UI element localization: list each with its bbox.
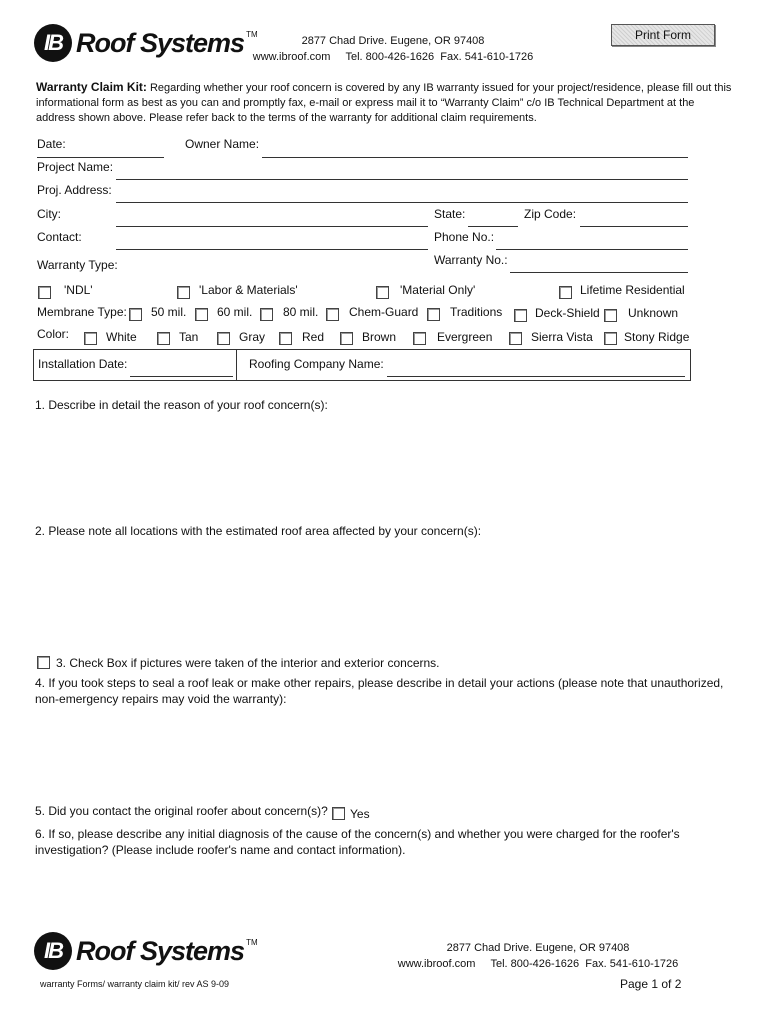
warranty-no-field[interactable] (510, 272, 688, 273)
zip-field[interactable] (580, 226, 688, 227)
page-number: Page 1 of 2 (620, 977, 682, 991)
logo-text: Roof Systems (76, 27, 245, 58)
print-form-button[interactable]: Print Form (611, 24, 715, 46)
form-reference: warranty Forms/ warranty claim kit/ rev AS 9-09 (40, 979, 230, 989)
roofing-company-label: Roofing Company Name: (249, 357, 384, 371)
question-3: 3. Check Box if pictures were taken of the interior and exterior concerns. (56, 656, 440, 670)
color-stony-ridge-label: Stony Ridge (624, 330, 690, 344)
city-field[interactable] (116, 226, 428, 227)
color-evergreen-label: Evergreen (437, 330, 493, 344)
chem-guard-label: Chem-Guard (349, 305, 419, 319)
footer-logo-text: Roof Systems (76, 935, 245, 966)
warranty-type-label: Warranty Type: (37, 258, 118, 272)
color-stony-ridge-checkbox[interactable] (604, 332, 617, 345)
intro-paragraph (36, 80, 736, 126)
project-name-field[interactable] (116, 179, 688, 180)
ndl-checkbox[interactable] (38, 286, 51, 299)
intro-text: Regarding whether your roof concern is covered by any IB warranty issued for your project/residence, please fill out this informational form as best as you can and promptly fax, e-mail or express mail it to “Warranty Claim” c/o IB Technical Department at the address shown above. Please refer back to the terms of the warranty for additional claim requirements. (36, 82, 732, 124)
date-label: Date: (37, 137, 66, 151)
membrane-80-checkbox[interactable] (260, 308, 273, 321)
color-white-checkbox[interactable] (84, 332, 97, 345)
owner-name-label: Owner Name: (185, 137, 260, 151)
unknown-label: Unknown (628, 306, 679, 320)
header-logo (34, 24, 258, 62)
question-6: 6. If so, please describe any initial diagnosis of the cause of the concern(s) and whether you were charged for the roofer's investigation? (Please include roofer's name and contact information). (35, 827, 680, 857)
pictures-taken-checkbox[interactable] (37, 656, 50, 669)
membrane-60-label: 60 mil. (217, 305, 253, 319)
contact-label: Contact: (37, 230, 82, 244)
footer-logo-mark: IB (34, 932, 72, 970)
proj-address-label: Proj. Address: (37, 183, 112, 197)
membrane-60-checkbox[interactable] (195, 308, 208, 321)
chem-guard-checkbox[interactable] (326, 308, 339, 321)
contacted-roofer-yes-checkbox[interactable] (332, 807, 345, 820)
color-brown-label: Brown (362, 330, 397, 344)
membrane-50-label: 50 mil. (151, 305, 187, 319)
installation-date-field[interactable] (130, 376, 233, 377)
color-red-label: Red (302, 330, 325, 344)
question-4: 4. If you took steps to seal a roof leak or make other repairs, please describe in detail your actions (please note that unauthorized, non-emergency repairs may void the warranty): (35, 676, 724, 706)
state-field[interactable] (468, 226, 518, 227)
color-sierra-vista-checkbox[interactable] (509, 332, 522, 345)
membrane-type-label: Membrane Type: (37, 305, 127, 319)
membrane-80-label: 80 mil. (283, 305, 319, 319)
question-2: 2. Please note all locations with the estimated roof area affected by your concern(s): (35, 524, 482, 538)
membrane-50-checkbox[interactable] (129, 308, 142, 321)
installation-date-label: Installation Date: (38, 357, 128, 371)
question-2-answer[interactable] (35, 542, 735, 642)
logo-mark: IB (34, 24, 72, 62)
labor-materials-label: 'Labor & Materials' (199, 283, 298, 297)
material-only-label: 'Material Only' (400, 283, 476, 297)
footer-address-line-2: www.ibroof.com Tel. 800-426-1626 Fax. 541-610-1726 (397, 958, 679, 970)
installation-divider (236, 349, 237, 380)
unknown-checkbox[interactable] (604, 309, 617, 322)
warranty-no-label: Warranty No.: (434, 253, 508, 267)
question-5-yes-label: Yes (350, 807, 370, 821)
footer-address (393, 940, 683, 972)
traditions-label: Traditions (450, 305, 503, 319)
zip-label: Zip Code: (524, 207, 577, 221)
intro-title: Warranty Claim Kit: (36, 80, 147, 94)
footer-address-line-1: 2877 Chad Drive. Eugene, OR 97408 (446, 942, 630, 954)
question-6-answer[interactable] (35, 862, 735, 922)
traditions-checkbox[interactable] (427, 308, 440, 321)
project-name-label: Project Name: (37, 160, 114, 174)
phone-field[interactable] (496, 249, 688, 250)
color-gray-checkbox[interactable] (217, 332, 230, 345)
color-tan-checkbox[interactable] (157, 332, 170, 345)
header-address (248, 33, 538, 65)
owner-name-field[interactable] (262, 157, 688, 158)
color-red-checkbox[interactable] (279, 332, 292, 345)
proj-address-field[interactable] (116, 202, 688, 203)
lifetime-residential-checkbox[interactable] (559, 286, 572, 299)
color-brown-checkbox[interactable] (340, 332, 353, 345)
address-line-1: 2877 Chad Drive. Eugene, OR 97408 (301, 35, 485, 47)
color-label: Color: (37, 327, 70, 341)
color-tan-label: Tan (179, 330, 199, 344)
footer-logo-tm: TM (246, 938, 258, 947)
contact-field[interactable] (116, 249, 428, 250)
color-white-label: White (106, 330, 137, 344)
state-label: State: (434, 207, 466, 221)
color-gray-label: Gray (239, 330, 266, 344)
deck-shield-checkbox[interactable] (514, 309, 527, 322)
lifetime-residential-label: Lifetime Residential (580, 283, 685, 297)
question-1: 1. Describe in detail the reason of your roof concern(s): (35, 398, 328, 412)
question-4-answer[interactable] (35, 710, 735, 795)
question-5: 5. Did you contact the original roofer about concern(s)? (35, 804, 328, 818)
footer-logo (34, 932, 258, 970)
roofing-company-field[interactable] (387, 376, 685, 377)
material-only-checkbox[interactable] (376, 286, 389, 299)
question-1-answer[interactable] (35, 416, 735, 516)
address-line-2: www.ibroof.com Tel. 800-426-1626 Fax. 541-610-1726 (252, 51, 534, 63)
labor-materials-checkbox[interactable] (177, 286, 190, 299)
color-sierra-vista-label: Sierra Vista (531, 330, 593, 344)
color-evergreen-checkbox[interactable] (413, 332, 426, 345)
deck-shield-label: Deck-Shield (535, 306, 600, 320)
date-field[interactable] (37, 157, 164, 158)
phone-label: Phone No.: (434, 230, 495, 244)
city-label: City: (37, 207, 61, 221)
ndl-label: 'NDL' (64, 283, 93, 297)
logo-tm: TM (246, 30, 258, 39)
